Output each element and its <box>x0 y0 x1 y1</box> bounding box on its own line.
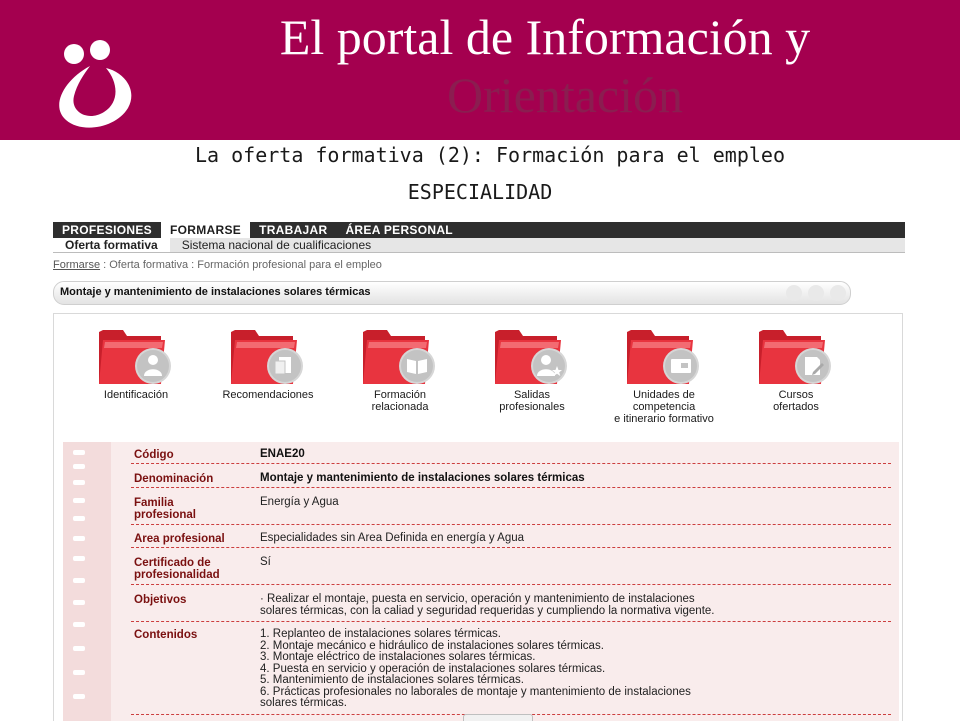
detail-row-familia <box>131 497 891 525</box>
section-recomendaciones[interactable] <box>202 322 334 401</box>
section-label: Unidades de <box>633 389 695 401</box>
subtab-sistema-nacional[interactable]: Sistema nacional de cualificaciones <box>181 238 372 252</box>
slide-title-line1: El portal de Información y <box>279 9 811 65</box>
tab-profesiones[interactable]: PROFESIONES <box>62 223 152 237</box>
sub-navigation <box>53 238 905 253</box>
folder-user-icon <box>95 322 177 386</box>
slide-subtitle-specialty: ESPECIALIDAD <box>407 180 553 204</box>
decorative-strip <box>63 442 111 721</box>
page-heading: Montaje y mantenimiento de instalaciones solares térmicas <box>60 286 371 298</box>
breadcrumb-trail: : Oferta formativa : Formación profesional para el empleo <box>100 259 382 271</box>
tab-formarse[interactable]: FORMARSE <box>161 222 250 238</box>
content-line: 5. Mantenimiento de instalaciones solares térmicas. <box>260 674 524 686</box>
section-label: profesionales <box>499 401 565 413</box>
section-label: competencia <box>632 401 696 413</box>
detail-row-codigo <box>131 449 891 464</box>
content-line: 3. Montaje eléctrico de instalaciones solares térmicas. <box>260 651 536 663</box>
content-line: 2. Montaje mecánico e hidráulico de instalaciones solares térmicas. <box>260 639 604 652</box>
detail-value: Montaje y mantenimiento de instalaciones solares térmicas <box>260 472 585 484</box>
tab-trabajar[interactable]: TRABAJAR <box>259 223 328 237</box>
detail-value: Especialidades sin Area Definida en energía y Agua <box>260 532 525 544</box>
section-identificacion[interactable] <box>70 322 202 401</box>
detail-value <box>260 629 880 710</box>
section-label: relacionada <box>371 401 429 413</box>
folder-card-icon <box>623 322 705 386</box>
detail-label: Denominación <box>134 473 214 485</box>
section-label: Identificación <box>103 389 169 401</box>
content-line: 4. Puesta en servicio y operación de instalaciones solares térmicas. <box>260 662 606 675</box>
detail-label: Código <box>134 449 174 461</box>
detail-value-line: solares térmicas, con la caliad y seguridad requeridas y cumpliendo la normativa vigente. <box>260 604 715 617</box>
folder-document-icon <box>227 322 309 386</box>
page-heading-bar <box>53 281 851 305</box>
detail-label <box>134 557 254 581</box>
detail-row-certificado <box>131 557 891 585</box>
specialty-details <box>63 442 899 721</box>
content-panel <box>53 313 903 721</box>
section-formacion-relacionada[interactable] <box>334 322 466 413</box>
section-icons <box>70 322 890 432</box>
portal-screenshot <box>53 222 905 720</box>
title-banner <box>0 0 960 140</box>
breadcrumb <box>53 259 382 271</box>
detail-value: Energía y Agua <box>260 496 339 508</box>
section-label: Salidas <box>513 389 551 401</box>
detail-value: ENAE20 <box>260 448 305 460</box>
section-salidas-profesionales[interactable] <box>466 322 598 413</box>
folder-edit-icon <box>755 322 837 386</box>
top-navigation <box>53 222 905 238</box>
detail-label: Contenidos <box>134 629 198 641</box>
circle-icon <box>786 285 802 301</box>
circle-icon <box>830 285 846 301</box>
detail-label-line: profesionalidad <box>134 569 220 581</box>
content-line: solares térmicas. <box>260 697 347 709</box>
breadcrumb-link-formarse[interactable]: Formarse <box>53 259 101 271</box>
detail-label <box>134 497 254 521</box>
detail-row-area <box>131 533 891 548</box>
detail-label-line: Familia <box>134 497 174 509</box>
tab-area-personal[interactable]: ÁREA PERSONAL <box>345 223 453 237</box>
section-label: Formación <box>374 389 426 401</box>
slide-title <box>150 8 940 124</box>
section-label: Recomendaciones <box>222 389 314 401</box>
detail-row-objetivos <box>131 594 891 622</box>
detail-row-denominacion <box>131 473 891 488</box>
folder-book-icon <box>359 322 441 386</box>
logo-icon <box>44 36 136 132</box>
section-label: ofertados <box>773 401 819 413</box>
detail-row-contenidos <box>131 629 891 715</box>
folder-user-star-icon <box>491 322 573 386</box>
detail-label: Area profesional <box>134 533 225 545</box>
detail-value-line: · Realizar el montaje, puesta en servicio, operación y mantenimiento de instalaciones <box>260 593 695 605</box>
circle-icon <box>808 285 824 301</box>
detail-label-line: profesional <box>134 509 196 521</box>
section-label: Cursos <box>778 389 814 401</box>
detail-value: Sí <box>260 556 271 568</box>
detail-value <box>260 594 880 617</box>
subtab-oferta-formativa[interactable]: Oferta formativa <box>53 238 170 252</box>
slide-subtitle: La oferta formativa (2): Formación para el empleo <box>194 143 785 167</box>
section-unidades-competencia[interactable] <box>598 322 730 425</box>
slide-title-line2: Orientación <box>446 67 683 123</box>
content-line: 6. Prácticas profesionales no laborales de montaje y mantenimiento de instalaciones <box>260 685 691 698</box>
section-cursos-ofertados[interactable] <box>730 322 862 413</box>
content-line: 1. Replanteo de instalaciones solares térmicas. <box>260 628 501 640</box>
detail-label: Objetivos <box>134 594 187 606</box>
detail-label-line: Certificado de <box>134 557 211 569</box>
section-label: e itinerario formativo <box>614 413 714 425</box>
